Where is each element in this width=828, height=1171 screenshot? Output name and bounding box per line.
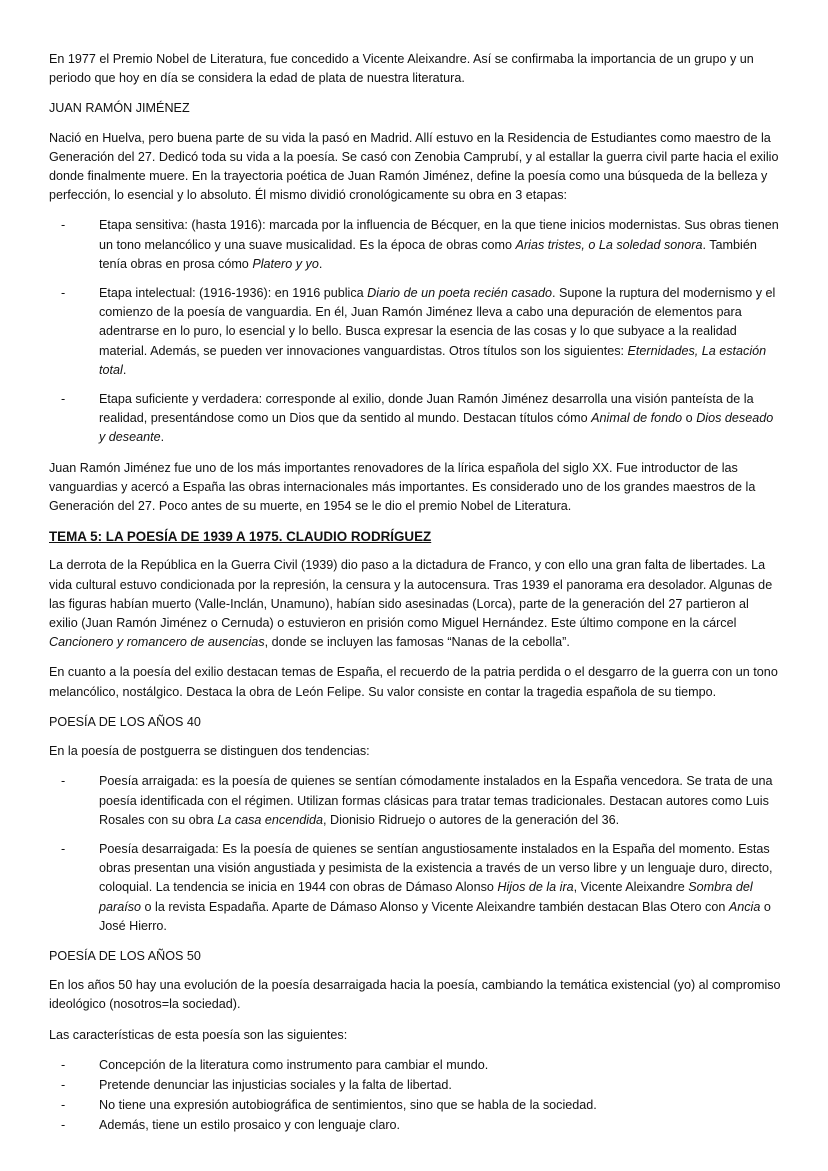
text-run: Las características de esta poesía son las siguientes: <box>49 1027 348 1042</box>
p40-tendencies-list <box>49 772 781 936</box>
p40-intro-paragraph <box>49 742 781 761</box>
italic-title: Arias tristes, o La soledad sonora <box>515 237 703 252</box>
italic-title: Ancia <box>728 899 761 914</box>
list-item-text <box>99 1058 488 1072</box>
text-run: o la revista Espadaña. Aparte de Dámaso Alonso y Vicente Aleixandre también destacan Blas Otero con <box>141 899 729 914</box>
list-item <box>49 772 781 830</box>
text-run: o <box>682 411 697 426</box>
section-heading-50s: POESÍA DE LOS AÑOS 50 <box>49 948 201 963</box>
list-item <box>49 840 781 936</box>
list-item-text <box>99 1078 452 1092</box>
jrj-closing-paragraph <box>49 459 781 517</box>
bullet-dash: - <box>61 392 66 407</box>
list-item <box>49 1056 781 1075</box>
text-run: , donde se incluyen las famosas “Nanas de la cebolla”. <box>264 635 570 650</box>
p50-paragraph-2 <box>49 1026 781 1045</box>
bullet-dash: - <box>61 841 66 856</box>
text-run: La derrota de la República en la Guerra Civil (1939) dio paso a la dictadura de Franco, y con ello una gran falta de libertades. La vida cultural estuvo condicionada por la represión, la censura y la autocensura. Tras 1939 el panorama era desolador. Algunas de las figuras habían muerto (Valle-Inclán, Unamuno), habían sido asesinadas (Lorca), parte de la generación del 27 partieron al exilio (Juan Ramón Jiménez o Cernuda) o estuvieron en prisión como Miguel Hernández. Este último compone en la cárcel <box>49 558 773 631</box>
text-run: Pretende denunciar las injusticias sociales y la falta de libertad. <box>99 1077 452 1092</box>
bullet-dash: - <box>61 286 66 301</box>
text-run: . <box>160 430 165 445</box>
italic-title: Sombra del paraíso <box>99 880 753 914</box>
section-heading-jrj: JUAN RAMÓN JIMÉNEZ <box>49 101 190 116</box>
bullet-dash: - <box>61 1098 66 1113</box>
bullet-dash: - <box>61 1077 66 1092</box>
list-item-text <box>99 774 773 826</box>
bullet-dash: - <box>61 1057 66 1072</box>
section-heading-40s: POESÍA DE LOS AÑOS 40 <box>49 714 201 729</box>
italic-title: Diario de un poeta recién casado <box>367 286 553 301</box>
list-item-text <box>99 842 772 933</box>
italic-title: Platero y yo <box>252 256 319 271</box>
list-item <box>49 216 781 274</box>
document-page <box>49 50 781 1147</box>
text-run: Juan Ramón Jiménez fue uno de los más importantes renovadores de la lírica española del siglo XX. Fue introductor de las vanguardias y acercó a España las obras internacionales más importantes. Es considerado uno de los grandes maestros de la Generación del 27. Poco antes de su muerte, en 1954 se le dio el premio Nobel de Literatura. <box>49 460 756 514</box>
text-run: En los años 50 hay una evolución de la poesía desarraigada hacia la poesía, cambiando la temática existencial (yo) al compromiso ideológico (nosotros=la sociedad). <box>49 978 781 1012</box>
list-item <box>49 1116 781 1135</box>
text-run: o José Hierro. <box>99 899 771 933</box>
text-run: Etapa sensitiva: (hasta 1916): marcada por la influencia de Bécquer, en la que tiene inicios modernistas. Sus obras tienen un tono melancólico y una suave musicalidad. Es la época de obras como <box>99 218 779 252</box>
bullet-dash: - <box>61 1118 66 1133</box>
text-run: Etapa intelectual: (1916-1936): en 1916 publica <box>99 286 368 301</box>
text-run: , Dionisio Ridruejo o autores de la generación del 36. <box>323 812 620 827</box>
text-run: En cuanto a la poesía del exilio destacan temas de España, el recuerdo de la patria perdida o el desgarro de la guerra con un tono melancólico, nostálgico. Destaca la obra de León Felipe. Su valor consiste en contar la tragedia española de su tiempo. <box>49 665 778 699</box>
list-item-text <box>99 392 773 444</box>
italic-title: Animal de fondo <box>591 411 683 426</box>
text-run: . También tenía obras en prosa cómo <box>99 237 757 271</box>
text-run: Concepción de la literatura como instrumento para cambiar el mundo. <box>99 1057 489 1072</box>
list-item <box>49 1076 781 1095</box>
italic-title: Dios deseado y deseante <box>99 411 774 445</box>
bullet-dash: - <box>61 218 66 233</box>
italic-title: Cancionero y romancero de ausencias <box>49 635 265 650</box>
p50-paragraph-1 <box>49 976 781 1014</box>
list-item <box>49 390 781 448</box>
text-run: En 1977 el Premio Nobel de Literatura, fue concedido a Vicente Aleixandre. Así se confirmaba la importancia de un grupo y un periodo que hoy en día se considera la edad de plata de nuestra literatura. <box>49 52 754 86</box>
text-run: . Supone la ruptura del modernismo y el comienzo de la poesía de vanguardia. En él, Juan Ramón Jiménez lleva a cabo una depuración de elementos para adentrarse en lo puro, lo esencial y lo bello. Busca expresar la esencia de las cosas y lo que subyace a la realidad material. Además, se pueden ver innovaciones vanguardistas. Otros títulos son los siguientes: <box>99 286 776 358</box>
jrj-stages-list <box>49 216 781 447</box>
text-run: Poesía arraigada: es la poesía de quienes se sentían cómodamente instalados en la España vencedora. Se trata de una poesía identificada con el régimen. Utilizan formas clásicas para tratar temas tradicionales. Destacan autores como Luis Rosales con su obra <box>99 774 773 827</box>
text-run: , Vicente Aleixandre <box>573 880 689 895</box>
italic-title: La casa encendida <box>217 812 324 827</box>
text-run: No tiene una expresión autobiográfica de sentimientos, sino que se habla de la sociedad. <box>99 1098 597 1113</box>
list-item-text <box>99 1118 400 1132</box>
text-run: En la poesía de postguerra se distinguen dos tendencias: <box>49 744 370 759</box>
italic-title: Hijos de la ira <box>497 880 574 895</box>
intro-paragraph <box>49 50 781 88</box>
text-run: Nació en Huelva, pero buena parte de su vida la pasó en Madrid. Allí estuvo en la Residencia de Estudiantes como maestro de la Generación del 27. Dedicó toda su vida a la poesía. Se casó con Zenobia Camprubí, y al estallar la guerra civil parte hacia el exilio donde finalmente muere. En la trayectoria poética de Juan Ramón Jiménez, define la poesía como una búsqueda de la belleza y perfección, lo esencial y lo absoluto. Él mismo dividió cronológicamente su obra en 3 etapas: <box>49 130 779 203</box>
list-item-text <box>99 1098 597 1112</box>
text-run: Poesía desarraigada: Es la poesía de quienes se sentían angustiosamente instalados en la España del momento. Estas obras presentan una visión angustiada y pesimista de la existencia a través de un verso libre y un lenguaje duro, directo, coloquial. La tendencia se inicia en 1944 con obras de Dámaso Alonso <box>99 841 773 895</box>
p50-characteristics-list <box>49 1056 781 1136</box>
text-run: . <box>122 362 127 377</box>
bullet-dash: - <box>61 774 66 789</box>
text-run: Además, tiene un estilo prosaico y con lenguaje claro. <box>99 1118 401 1133</box>
tema5-paragraph-2 <box>49 663 781 701</box>
list-item <box>49 284 781 380</box>
italic-title: Eternidades, La estación total <box>99 343 767 377</box>
text-run: Etapa suficiente y verdadera: corresponde al exilio, donde Juan Ramón Jiménez desarrolla una visión panteísta de la realidad, presentándose como un Dios que da sentido al mundo. Destacan títulos cómo <box>99 392 754 426</box>
tema5-title: TEMA 5: LA POESÍA DE 1939 A 1975. CLAUDIO RODRÍGUEZ <box>49 529 432 545</box>
text-run: . <box>318 256 323 271</box>
list-item <box>49 1096 781 1115</box>
list-item-text <box>99 218 779 270</box>
tema5-paragraph-1 <box>49 556 781 652</box>
jrj-bio-paragraph <box>49 129 781 206</box>
list-item-text <box>99 286 775 377</box>
